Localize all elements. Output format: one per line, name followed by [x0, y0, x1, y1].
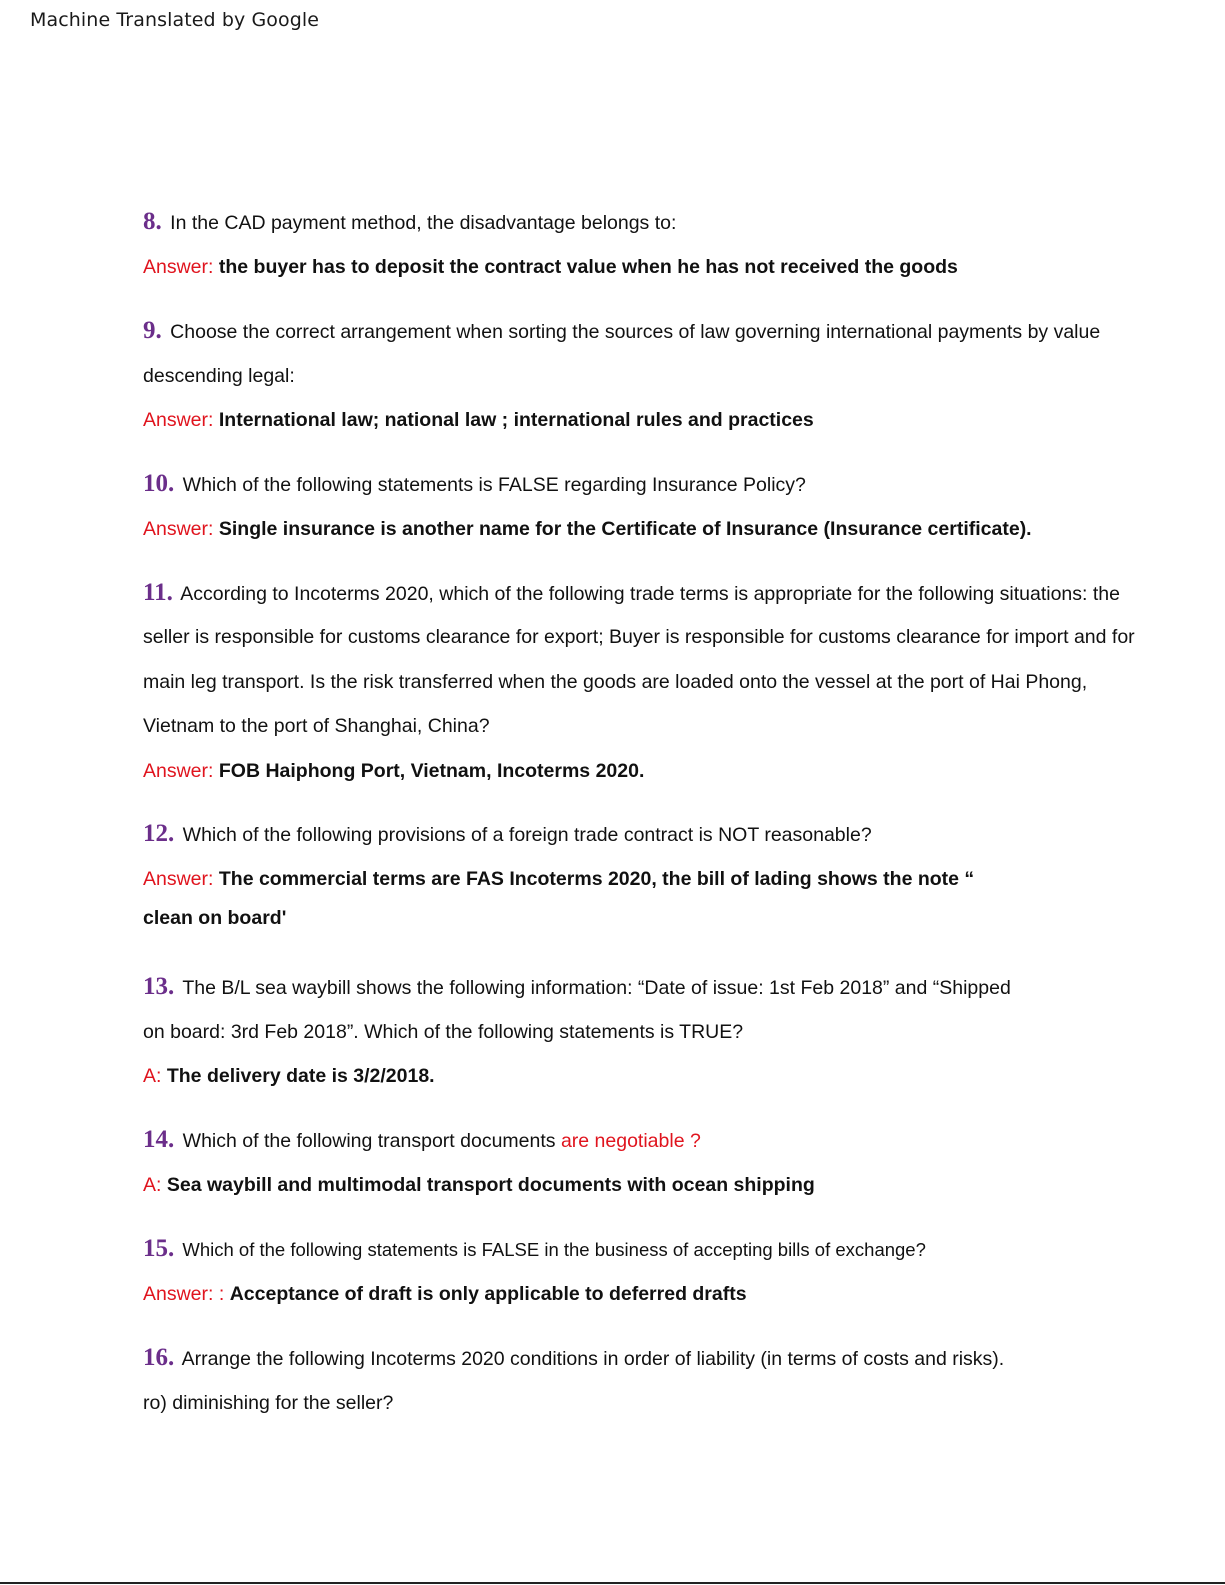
answer-label: Answer: :	[143, 1283, 225, 1305]
answer-text: FOB Haiphong Port, Vietnam, Incoterms 2020.	[218, 760, 645, 782]
question-text: The B/L sea waybill shows the following information: “Date of issue: 1st Feb 2018” and “Shipped	[182, 977, 1011, 999]
answer-11	[143, 758, 644, 784]
question-number: 10.	[143, 470, 175, 497]
answer-label: A:	[143, 1065, 162, 1087]
question-number: 13.	[143, 973, 175, 1000]
question-16-continuation	[143, 1390, 393, 1416]
question-9-continuation	[143, 363, 295, 389]
answer-label: Answer:	[143, 868, 214, 890]
question-11-continuation	[143, 713, 490, 739]
question-9	[143, 318, 1100, 345]
question-11-continuation	[143, 669, 1087, 695]
question-11-continuation	[143, 624, 1135, 650]
answer-14	[143, 1172, 815, 1198]
answer-10	[143, 516, 1032, 542]
question-number: 15.	[143, 1235, 175, 1262]
question-text: Vietnam to the port of Shanghai, China?	[143, 715, 490, 737]
answer-label: A:	[143, 1174, 162, 1196]
question-number: 9.	[143, 317, 162, 344]
question-number: 14.	[143, 1126, 175, 1153]
question-text: ro) diminishing for the seller?	[143, 1392, 394, 1414]
question-text: Choose the correct arrangement when sorting the sources of law governing international payments by value	[170, 321, 1101, 343]
question-text: Which of the following transport documents	[182, 1130, 556, 1152]
question-text: Which of the following statements is FALSE in the business of accepting bills of exchange?	[182, 1239, 926, 1260]
question-15	[143, 1236, 926, 1263]
question-text: Arrange the following Incoterms 2020 conditions in order of liability (in terms of costs and risks).	[181, 1348, 1005, 1370]
question-text: Which of the following provisions of a foreign trade contract is NOT reasonable?	[182, 824, 872, 846]
answer-text: Sea waybill and multimodal transport documents with ocean shipping	[166, 1174, 815, 1196]
answer-13	[143, 1063, 435, 1089]
question-8	[143, 209, 676, 236]
answer-label: Answer:	[143, 256, 214, 278]
question-number: 8.	[143, 208, 162, 235]
question-number: 12.	[143, 820, 175, 847]
question-text: main leg transport. Is the risk transferred when the goods are loaded onto the vessel at the port of Hai Phong,	[143, 671, 1088, 693]
answer-text: International law; national law ; international rules and practices	[218, 409, 814, 431]
answer-text: clean on board'	[143, 907, 287, 929]
question-13	[143, 974, 1011, 1001]
answer-label: Answer:	[143, 409, 214, 431]
answer-12-continuation	[143, 905, 286, 931]
answer-text: Acceptance of draft is only applicable to deferred drafts	[229, 1283, 747, 1305]
question-10	[143, 471, 806, 498]
question-16	[143, 1345, 1004, 1372]
answer-text: The delivery date is 3/2/2018.	[166, 1065, 435, 1087]
question-text: According to Incoterms 2020, which of the following trade terms is appropriate for the following situations: the	[180, 583, 1120, 605]
answer-15	[143, 1281, 747, 1307]
question-number: 11.	[143, 579, 173, 606]
question-number: 16.	[143, 1344, 175, 1371]
question-text: Which of the following statements is FALSE regarding Insurance Policy?	[182, 474, 806, 496]
machine-translated-banner: Machine Translated by Google	[30, 9, 320, 31]
answer-9	[143, 407, 814, 433]
question-text: on board: 3rd Feb 2018”. Which of the following statements is TRUE?	[143, 1021, 744, 1043]
page-bottom-rule	[0, 1582, 1225, 1584]
question-text-highlight: are negotiable ?	[560, 1130, 701, 1152]
answer-label: Answer:	[143, 518, 214, 540]
question-13-continuation	[143, 1019, 743, 1045]
question-text: seller is responsible for customs clearance for export; Buyer is responsible for customs clearance for import and for	[143, 626, 1135, 648]
question-text: descending legal:	[143, 365, 295, 387]
answer-12	[143, 866, 974, 892]
answer-text: the buyer has to deposit the contract value when he has not received the goods	[218, 256, 958, 278]
answer-text: The commercial terms are FAS Incoterms 2020, the bill of lading shows the note “	[218, 868, 975, 890]
answer-label: Answer:	[143, 760, 214, 782]
answer-8	[143, 254, 958, 280]
question-11	[143, 580, 1120, 607]
question-12	[143, 821, 872, 848]
question-14	[143, 1127, 701, 1154]
question-text: In the CAD payment method, the disadvantage belongs to:	[170, 212, 677, 234]
answer-text: Single insurance is another name for the Certificate of Insurance (Insurance certificate).	[218, 518, 1032, 540]
